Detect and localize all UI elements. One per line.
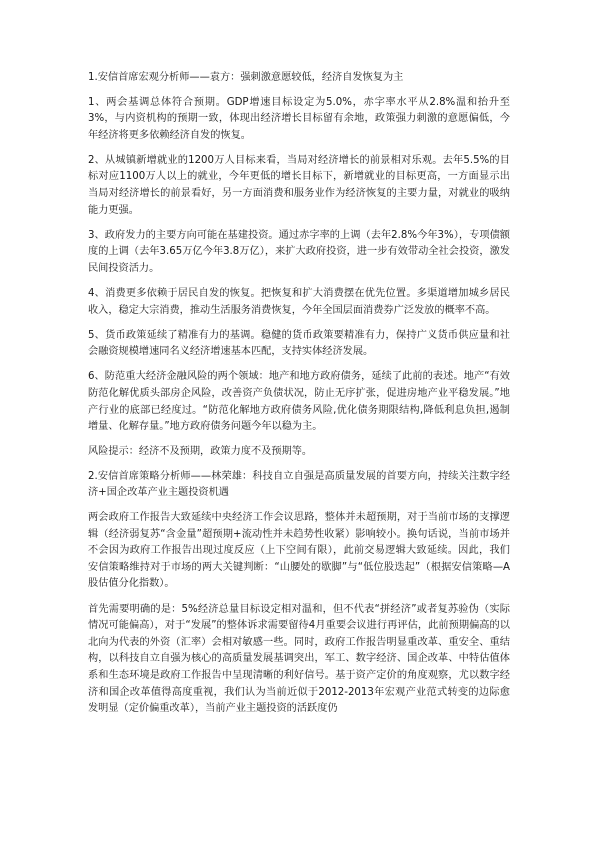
paragraph-risk-areas: 6、防范重大经济金融风险的两个领域：地产和地方政府债务，延续了此前的表述。地产“有效防范化解优质头部房企风险，改善资产负债状况，防止无序扩张，促进房地产业平稳发展。”地产行业的底部已经度过。“防范化解地方政府债务风险,优化债务期限结构,降低利息负担,遏制增量、化解存量。”地方政府债务问题今年以稳为主。 xyxy=(88,371,510,433)
paragraph-government-report: 两会政府工作报告大致延续中央经济工作会议思路，整体并未超预期，对于当前市场的支撑逻辑（经济弱复苏“含金量”超预期+流动性并未趋势性收紧）影响较小。换句话说，当前市场并不会因为政府工作报告出现过度反应（上下空间有限），此前交易逻辑大致延续。因此，我们安信策略维持对于市场的两大关键判断：“山腰处的歇脚”与“低位股迭起”（根据安信策略—A股估值分化指数）。 xyxy=(88,512,510,590)
paragraph-employment: 2、从城镇新增就业的1200万人目标来看，当局对经济增长的前景相对乐观。去年5.5%的目标对应1100万人以上的就业，今年更低的增长目标下，新增就业的目标更高，一方面显示出当局对经济增长的前景看好，另一方面消费和服务业作为经济恢复的主要力量，对就业的吸纳能力更强。 xyxy=(88,154,510,216)
section-heading-strategy: 2.安信首席策略分析师——林荣雄：科技自立自强是高质量发展的首要方向，持续关注数字经济+国企改革产业主题投资机遇 xyxy=(88,470,510,499)
paragraph-growth-target: 首先需要明确的是：5%经济总量目标设定相对温和，但不代表“拼经济”或者复苏验伪（实际情况可能偏高），对于“发展”的整体诉求需要留待4月重要会议进行再评估，此前预期偏高的以北向为代表的外资（汇率）会相对敏感一些。同时，政府工作报告明显重改革、重安全、重结构，以科技自立自强为核心的高质量发展基调突出，军工、数字经济、国企改革、中特估值体系和生态环境是政府工作报告中呈现清晰的利好信号。基于资产定价的角度观察，尤以数字经济和国企改革值得高度重视，我们认为当前近似于2012-2013年宏观产业范式转变的边际愈发明显（定价偏重改革），当前产业主题投资的活跃度仍 xyxy=(88,603,510,715)
risk-warning: 风险提示：经济不及预期，政策力度不及预期等。 xyxy=(88,446,313,458)
paragraph-monetary-policy: 5、货币政策延续了精准有力的基调。稳健的货币政策要精准有力，保持广义货币供应量和社会融资规模增速同名义经济增速基本匹配，支持实体经济发展。 xyxy=(88,329,510,358)
section-heading-macro: 1.安信首席宏观分析师——袁方：强刺激意愿较低，经济自发恢复为主 xyxy=(88,72,404,83)
document-page xyxy=(88,70,510,718)
paragraph-two-sessions: 1、两会基调总体符合预期。GDP增速目标设定为5.0%，赤字率水平从2.8%温和抬升至3%，与内资机构的预期一致，体现出经济增长目标留有余地，政策强力刺激的意愿偏低，今年经济将更多依赖经济自发的恢复。 xyxy=(88,96,510,141)
paragraph-consumption: 4、消费更多依赖于居民自发的恢复。把恢复和扩大消费摆在优先位置。多渠道增加城乡居民收入，稳定大宗消费，推动生活服务消费恢复，今年全国层面消费券广泛发放的概率不高。 xyxy=(88,288,510,316)
paragraph-infrastructure: 3、政府发力的主要方向可能在基建投资。通过赤字率的上调（去年2.8%今年3%），专项债额度的上调（去年3.65万亿今年3.8万亿），来扩大政府投资，进一步有效带动全社会投资，激发民间投资活力。 xyxy=(88,229,510,274)
